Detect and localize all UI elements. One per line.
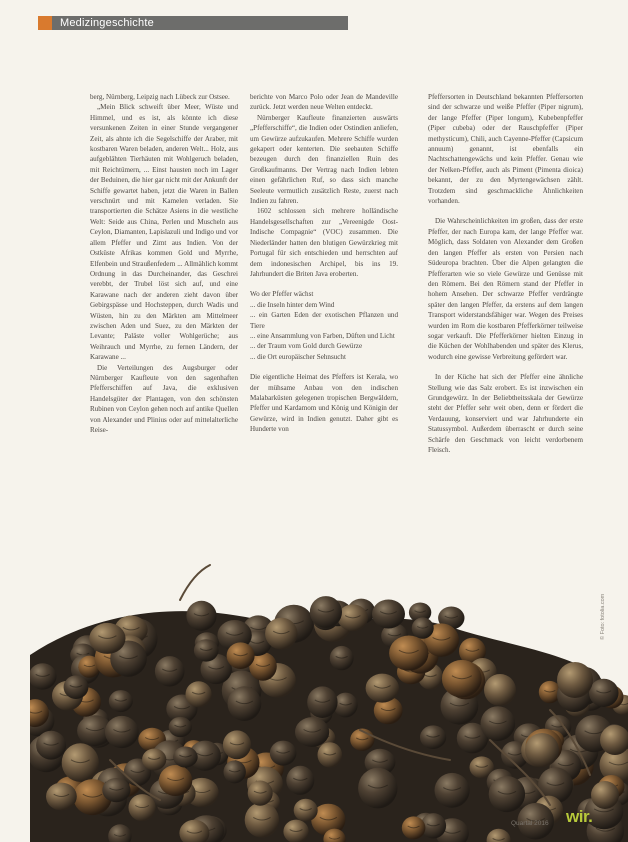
quote-line: ... der Traum vom Gold durch Gewürze [250,342,363,351]
quote-block [250,289,398,362]
text-column-1 [90,92,238,435]
section-header-bar [38,16,348,30]
paragraph: „Mein Blick schweift über Meer, Wüste und Himmel, und es ist, als könnte ich diese versunkenen Zeiten in einer Stunde vergangener Zeit, als ahnte ich die Segelschiffe der Araber, mit kostbaren Waren beladen, anderen Welt... Holz, aus aufgeblähten Tierhäuten mit Wohlgeruch beladen, mit Reichtümern, ... Einst hausten noch im Lager der Beduinen, die hier gar nicht mit der Ankunft der Schiffe gewartet haben, jetzt die Waren in Ballen verschnürt und mit Kamelen verladen. Sie transportierten die Schätze Asiens in die westliche Welt: Seide aus China, Perlen und Muscheln aus Ceylon, Diamanten, Lapislazuli und Indigo und vor allem Pfeffer und Zimt aus Indien. Von der Ostküste Afrikas kommen Gold und Myrrhe, Elfenbein und Straußenfedern ... Allmählich kommt Ordnung in das Durcheinander, das Geschrei verebbt, der Trubel löst sich auf, und eine Karawane nach der anderen zieht davon über Gebirgspässe und Hochsteppen, durch Wadis und Wüsten, hin zu den Märkten am Mittelmeer zwischen Aden und Suez, zu den Märkten der Levante; Paläste voller Wohlgerüche; aus Weihrauch und Myrrhe, zu fernen Ländern, der Karawane ... [90,103,238,362]
paragraph: In der Küche hat sich der Pfeffer eine ähnliche Stellung wie das Salz erobert. Es ist inzwischen ein Grundgewürz. In der Beliebtheitsskala der Gewürze steht der Pfeffer sehr weit oben, denn er fördert die Verdauung, konserviert und war Jahrhunderte ein Statussymbol. Außerdem überrascht er durch seine Schärfe den Geschmack von leicht verdorbenem Fleisch. [428,373,583,454]
paragraph: Nürnberger Kaufleute finanzierten auswärts „Pfefferschiffe“, die Indien oder Ostindien anliefen, um Gewürze aufzukaufen. Mehrere Schiffe wurden gekapert oder kenterten. Die seebauten Schiffe bezeugen durch den finanziellen Ruin des Großkaufmanns. Der Vertrag nach Indien lebten einen gefährlichen Ruf, so dass sich manche Seeleute vermutlich zusätzlich Reste, zuerst nach Indien zu fahren. [250,113,398,206]
quote-heading: Wo der Pfeffer wächst [250,290,314,299]
pepper-berry [484,674,516,706]
paragraph: berg, Nürnberg, Leipzig nach Lübeck zur Ostsee. [90,93,230,101]
pepper-berry [557,662,593,698]
paragraph: Pfeffersorten in Deutschland bekannten Pfeffersorten sind der schwarze und weiße Pfeffer (Piper nigrum), der lange Pfeffer (Piper longum), Kubebenpfeffer (Piper cubeba) oder der Rauschpfeffer (Piper methysticum), Chili, auch Cayenne-Pfeffer (Capsicum annuum) genannt, ist ebenfalls ein Nachtschattengewächs und kein Pfeffer. Genau wie der Nelken-Pfeffer, auch als Piment (Pimenta dioica) bekannt, der zu den Myrtengewächsen zählt. Trotzdem sind geschmackliche Ähnlichkeiten vorhanden. [428,93,583,206]
quote-line: ... die Inseln hinter dem Wind [250,300,335,309]
text-column-2 [250,92,398,435]
footer-date: Quartal 2016 [511,820,549,827]
quote-line: ... ein Garten Eden der exotischen Pflanzen und Tiere [250,311,398,330]
paragraph: 1602 schlossen sich mehrere holländische Handelsgesellschaften zur „Vereenigde Oost-Indische Compagnie“ (VOC) zusammen. Die Niederländer hatten den blutigen Gewürzkrieg mit Portugal für sich entschieden und herrschten auf dem indonesischen Archipel, bis ins 19. Jahrhundert die Briten Java eroberten. [250,207,398,278]
paragraph: Die Wahrscheinlichkeiten im großen, dass der erste Pfeffer, der nach Europa kam, der lange Pfeffer war. Möglich, dass Soldaten von Alexander dem Großen den langen Pfeffer als ersten von Persien nach Südeuropa brachten. Über die Alpen gelangten die Pfefferarten wie so viele Gewürze und Genüsse mit den Römern. Bei den Römern stand der Pfeffer in hohem Ansehen. Der schwarze Pfeffer verdrängte später den langen Pfeffer, da erstens auf dem langen Transport widerstandsfähiger war. Wegen des Preises wurden im Rom die kostbaren Pfefferkörner teilweise sogar verkauft. Die Pfefferkörner hielten Einzug in die Küchen der Wohlhabenden und später des Klerus, wodurch eine gewisse Verbreitung gefördert war. [428,217,583,361]
photo-credit: © Foto: fotolia.com [600,593,606,640]
pepper-berry [525,733,559,767]
pepper-photo [30,560,628,842]
pepper-berry [591,781,619,809]
header-accent-square [38,16,52,30]
paragraph: Die eigentliche Heimat des Pfeffers ist Kerala, wo der mühsame Anbau von den indischen Malabarküsten gelegenen tropischen Bergwäldern, Pfeffer und Kardamom und König und Königin der Gewürze, wird in Indien genutzt. Daher gibt es Hunderte von [250,373,398,434]
paragraph: Die Verteilungen des Augsburger oder Nürnberger Kaufleute von den sagenhaften Pfefferschiffen auf Java, die exklusiven Handelsgüter der Plantagen, von den schönsten Rubinen von Ceylon gehen noch auf antike Quellen von Alexander und Plinius oder auf mittelalterliche Reise- [90,363,238,434]
quote-line: ... die Ort europäischer Sehnsucht [250,352,346,361]
text-column-3 [428,92,583,455]
paragraph: berichte von Marco Polo oder Jean de Mandeville zurück. Jetzt werden neue Welten entdeckt. [250,93,398,112]
section-title: Medizingeschichte [60,17,154,29]
quote-line: ... eine Ansammlung von Farben, Düften und Licht [250,331,395,340]
magazine-logo: wir. [566,807,593,826]
